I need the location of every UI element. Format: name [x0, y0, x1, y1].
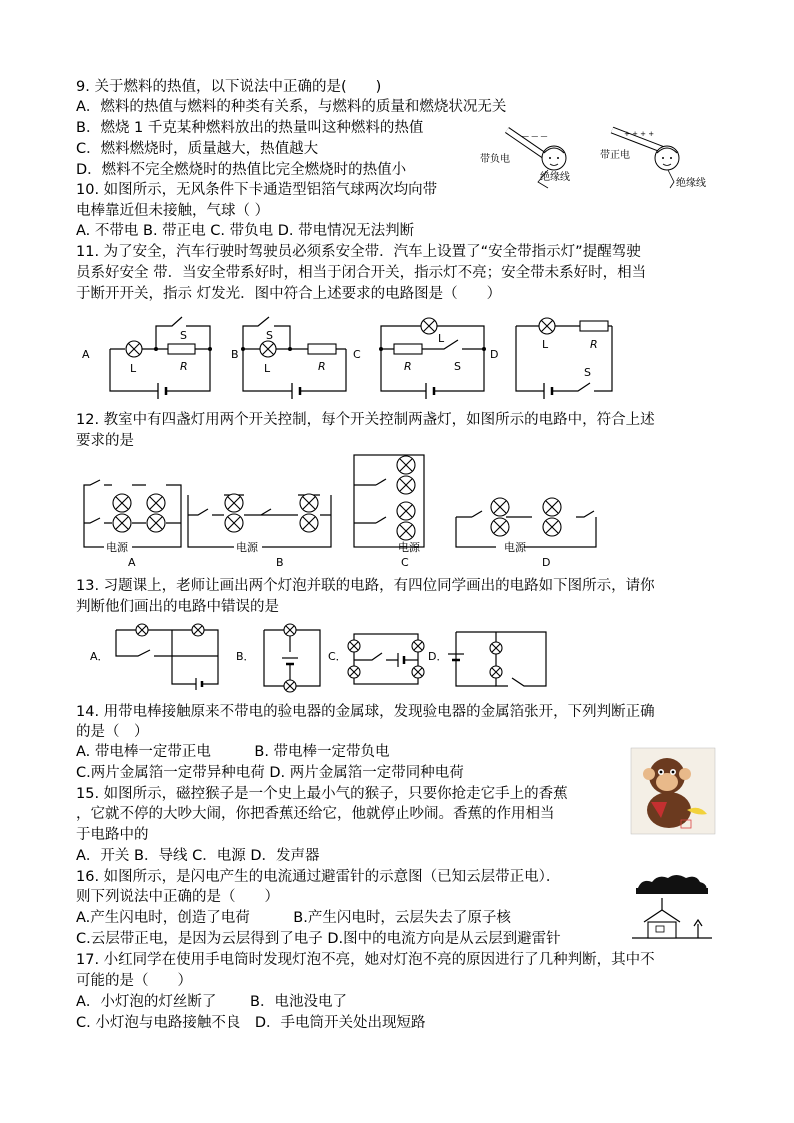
svg-text:C: C [353, 348, 361, 361]
q17-line1: 17. 小红同学在使用手电筒时发现灯泡不亮，她对灯泡不亮的原因进行了几种判断，其中不 [76, 952, 655, 968]
q15-options: A．开关 B．导线 C．电源 D．发声器 [76, 848, 320, 864]
q16-options-cd: C.云层带正电，是因为云层得到了电子 D.图中的电流方向是从云层到避雷针 [76, 931, 561, 947]
q12-circuits [76, 455, 636, 570]
svg-text:电源: 电源 [504, 541, 526, 554]
svg-text:D: D [490, 348, 499, 361]
svg-text:R: R [404, 360, 412, 373]
q16-line1: 16. 如图所示，是闪电产生的电流通过避雷针的示意图（已知云层带正电）． [76, 869, 561, 885]
circuit-c [353, 318, 486, 399]
svg-text:S: S [266, 329, 273, 342]
svg-text:电源: 电源 [236, 541, 258, 554]
svg-text:B: B [231, 348, 239, 361]
q11-line2: 员系好安全 带．当安全带系好时，相当于闭合开关，指示灯不亮；安全带未系好时，相当 [76, 265, 647, 281]
q9-stem: 9. 关于燃料的热值，以下说法中正确的是( ) [76, 79, 382, 95]
q11-line3: 于断开开关，指示 灯发光．图中符合上述要求的电路图是（ ） [76, 286, 502, 302]
circuit-12a [84, 480, 181, 569]
svg-text:B．: B． [236, 650, 255, 663]
q17-options-cd: C. 小灯泡与电路接触不良 D．手电筒开关处出现短路 [76, 1015, 426, 1031]
q15-line2: ，它就不停的大吵大闹，你把香蕉还给它，他就停止吵闹。香蕉的作用相当 [76, 806, 555, 822]
q9-option-d: D．燃料不完全燃烧时的热值比完全燃烧时的热值小 [76, 162, 407, 178]
balloon-figure [472, 120, 722, 200]
circuit-a [82, 317, 212, 399]
svg-text:L: L [438, 332, 445, 345]
q16-line2: 则下列说法中正确的是（ ） [76, 889, 279, 905]
q17-line2: 可能的是（ ） [76, 973, 192, 989]
monkey-photo [631, 748, 715, 834]
lightning-rod-figure [632, 876, 714, 944]
q10-line2: 电棒靠近但未接触，气球（ ） [76, 203, 270, 219]
circuit-12d [456, 498, 596, 569]
q12-line1: 12. 教室中有四盏灯用两个开关控制，每个开关控制两盏灯，如图所示的电路中，符合上述 [76, 412, 655, 428]
svg-text:— — —: — — — [522, 132, 548, 140]
circuit-13a [90, 624, 218, 690]
q11-line1: 11. 为了安全，汽车行驶时驾驶员必须系安全带．汽车上设置了“安全带指示灯”提醒驾驶 [76, 244, 641, 260]
right-insulator-label: 绝缘线 [676, 178, 706, 189]
svg-text:A: A [82, 348, 90, 361]
q14-options-ab: A. 带电棒一定带正电 B. 带电棒一定带负电 [76, 744, 390, 760]
circuit-13d [428, 632, 546, 686]
q13-line2: 判断他们画出的电路中错误的是 [76, 599, 279, 615]
svg-text:R: R [590, 338, 598, 351]
q9-option-c: C．燃料燃烧时，质量越大，热值越大 [76, 141, 319, 157]
q14-line1: 14. 用带电棒接触原来不带电的验电器的金属球，发现验电器的金属箔张开，下列判断正确 [76, 704, 655, 720]
svg-text:S: S [454, 360, 461, 373]
svg-text:D: D [542, 556, 551, 569]
q14-line2: 的是（ ） [76, 724, 149, 740]
q9-option-a: A．燃料的热值与燃料的种类有关系，与燃料的质量和燃烧状况无关 [76, 99, 507, 115]
q15-line3: 于电路中的 [76, 827, 149, 843]
svg-text:L: L [542, 338, 549, 351]
q10-options: A. 不带电 B. 带正电 C. 带负电 D. 带电情况无法判断 [76, 223, 415, 239]
q9-option-b: B．燃烧 1 千克某种燃料放出的热量叫这种燃料的热值 [76, 120, 424, 136]
svg-text:C．: C． [328, 650, 347, 663]
svg-text:L: L [130, 362, 137, 375]
positive-label: 带正电 [600, 150, 630, 161]
q11-circuits [76, 306, 716, 398]
svg-text:R: R [180, 360, 188, 373]
svg-text:A: A [128, 556, 136, 569]
svg-text:C: C [401, 556, 409, 569]
circuit-13c [328, 634, 424, 684]
q12-line2: 要求的是 [76, 433, 134, 449]
svg-text:L: L [264, 362, 271, 375]
q13-line1: 13. 习题课上，老师让画出两个灯泡并联的电路，有四位同学画出的电路如下图所示，请你 [76, 578, 655, 594]
q14-options-cd: C.两片金属箔一定带异种电荷 D. 两片金属箔一定带同种电荷 [76, 765, 464, 781]
svg-text:电源: 电源 [398, 541, 420, 554]
svg-text:D．: D． [428, 650, 448, 663]
circuit-12c [354, 455, 424, 569]
q10-line1: 10. 如图所示，无风条件下卡通造型铝箔气球两次均向带 [76, 182, 438, 198]
svg-text:S: S [180, 329, 187, 342]
svg-text:S: S [584, 366, 591, 379]
q13-circuits [76, 620, 556, 694]
left-insulator-label: 绝缘线 [540, 172, 570, 183]
q16-options-ab: A.产生闪电时，创造了电荷 B.产生闪电时，云层失去了原子核 [76, 910, 511, 926]
circuit-13b [236, 624, 320, 692]
q15-line1: 15. 如图所示，磁控猴子是一个史上最小气的猴子，只要你抢走它手上的香蕉 [76, 786, 568, 802]
circuit-12b [188, 494, 331, 569]
svg-text:A．: A． [90, 650, 109, 663]
circuit-d [490, 318, 612, 399]
svg-text:+ + + +: + + + + [624, 130, 655, 138]
svg-text:B: B [276, 556, 284, 569]
negative-label: 带负电 [480, 154, 510, 165]
svg-text:电源: 电源 [106, 541, 128, 554]
svg-text:R: R [318, 360, 326, 373]
circuit-b [231, 317, 346, 399]
q17-options-ab: A．小灯泡的灯丝断了 B．电池没电了 [76, 994, 347, 1010]
